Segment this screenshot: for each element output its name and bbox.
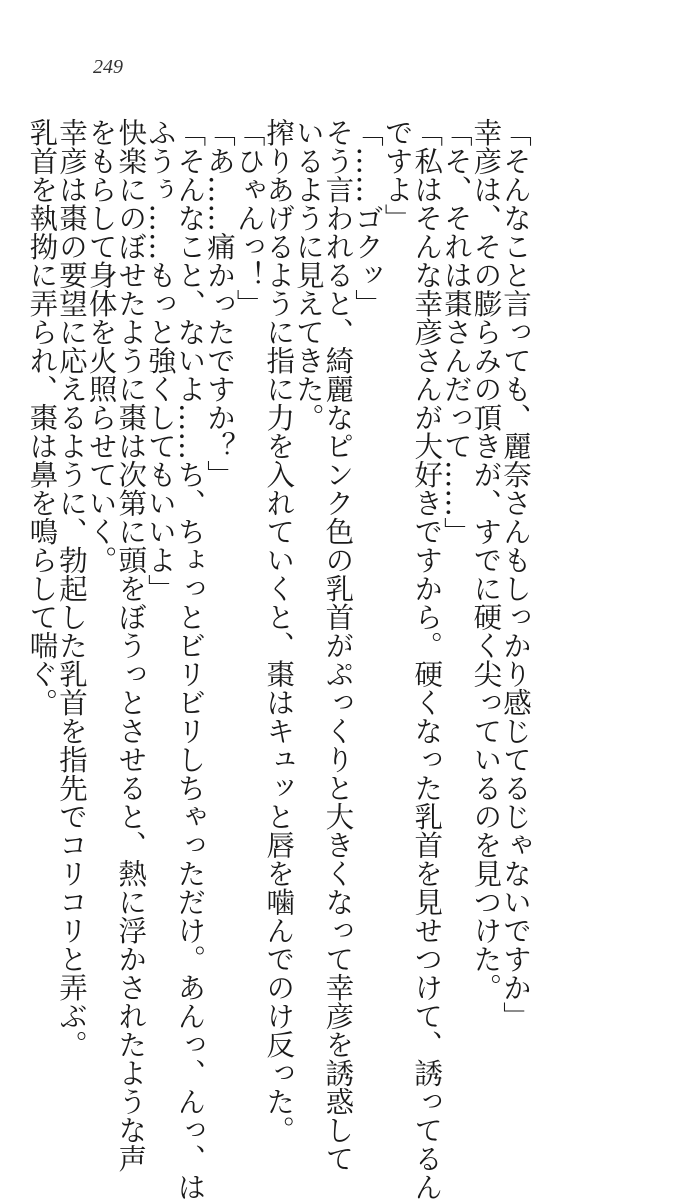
text-line: いるように見えてきた。: [291, 118, 325, 432]
text-line: をもらして身体を火照らせていく。: [84, 118, 118, 574]
text-line: 「私はそんな幸彦さんが大好きですから。硬くなった乳首を見せつけて、誘ってるん: [410, 118, 444, 1201]
text-line: ふうぅ……もっと強くしてもいいよ」: [143, 118, 177, 603]
text-line: 乳首を執拗に弄られ、棗は鼻を鳴らして喘ぐ。: [25, 118, 59, 717]
page-number: 249: [93, 56, 123, 78]
text-line: 幸彦は棗の要望に応えるように、勃起した乳首を指先でコリコリと弄ぶ。: [55, 118, 88, 1059]
text-line: 搾りあげるように指に力を入れていくと、棗はキュッと唇を噛んでのけ反った。: [262, 118, 296, 1144]
text-line: 快楽にのぼせたように棗は次第に頭をぼうっとさせると、熱に浮かされたような声: [114, 118, 148, 1173]
text-line: 「あ……痛かったですか？」: [203, 118, 236, 489]
text-line: 「そんなこと、ないよ……ち、ちょっとビリビリしちゃっただけ。あんっ、んっ、は: [173, 118, 207, 1201]
text-line: 幸彦は、その膨らみの頂きが、すでに硬く尖っているのを見つけた。: [469, 118, 503, 1002]
text-line: そう言われると、綺麗なピンク色の乳首がぷっくりと大きくなって幸彦を誘惑して: [321, 118, 355, 1173]
text-line: 「そ、それは棗さんだって……」: [439, 118, 473, 546]
text-line: 「……ゴクッ」: [351, 118, 384, 318]
body-text: [25, 118, 535, 1201]
text-line: 「ひゃんっ！」: [232, 118, 266, 318]
text-line: 「そんなこと言っても、麗奈さんもしっかり感じてるじゃないですか」: [499, 118, 532, 1030]
text-line: ですよ」: [380, 118, 414, 232]
